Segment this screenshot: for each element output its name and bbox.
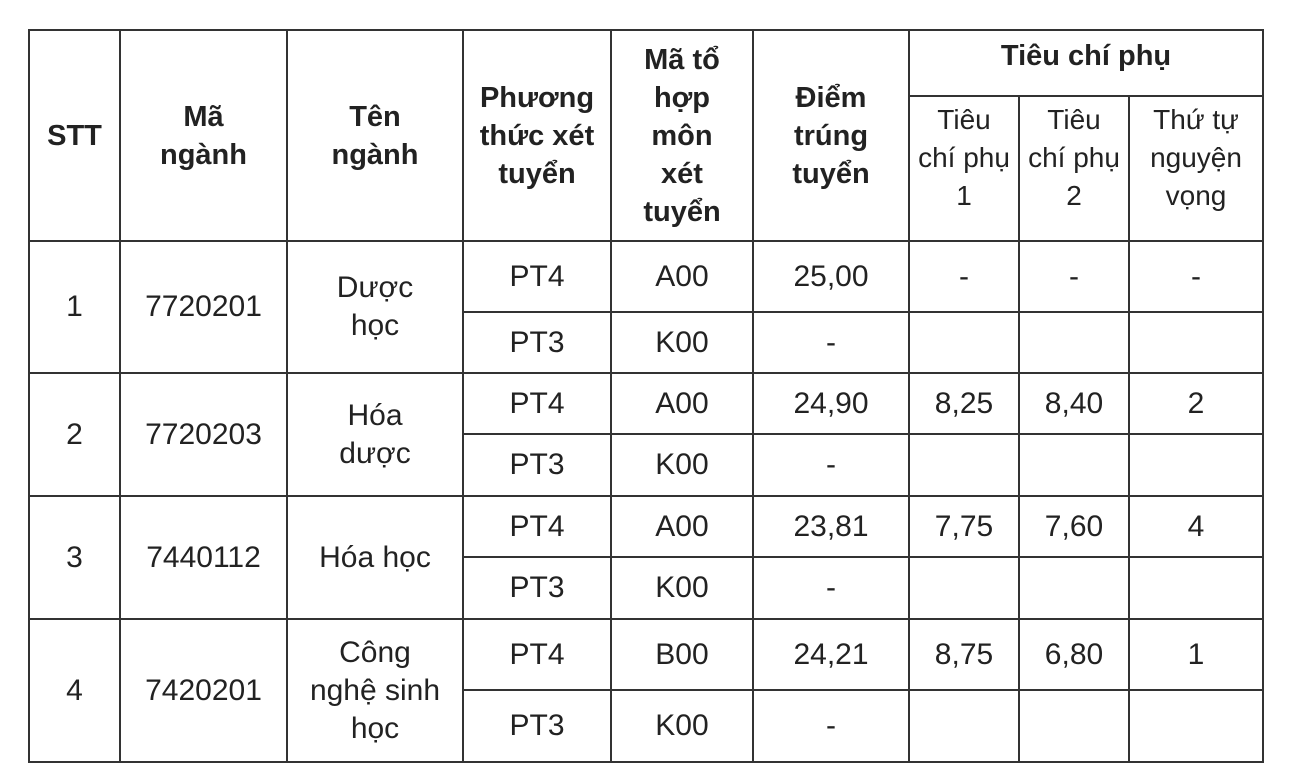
diem-cell: 23,81 [753,496,909,557]
nv-cell [1129,557,1263,619]
header-tieu-chi-phu: Tiêu chí phụ [909,30,1263,96]
header-phuong-thuc: Phương thức xét tuyển [463,30,611,241]
diem-cell: 25,00 [753,241,909,312]
nv-cell [1129,312,1263,373]
phuong-thuc-cell: PT3 [463,690,611,762]
tc1-cell: 8,75 [909,619,1019,690]
header-tieu-chi-2: Tiêu chí phụ 2 [1019,96,1129,241]
diem-cell: 24,90 [753,373,909,434]
ten-nganh-cell: Hóa dược [287,373,463,496]
admissions-table [28,29,1264,763]
header-ma-nganh: Mã ngành [120,30,287,241]
phuong-thuc-cell: PT3 [463,557,611,619]
table-row [29,619,1263,690]
stt-cell: 4 [29,619,120,762]
stt-cell: 1 [29,241,120,373]
ma-nganh-cell: 7720201 [120,241,287,373]
to-hop-cell: K00 [611,557,753,619]
tc2-cell [1019,434,1129,496]
header-nguyen-vong: Thứ tự nguyện vọng [1129,96,1263,241]
ten-nganh-cell: Dược học [287,241,463,373]
ma-nganh-cell: 7720203 [120,373,287,496]
phuong-thuc-cell: PT4 [463,373,611,434]
nv-cell [1129,690,1263,762]
diem-cell: - [753,690,909,762]
tc2-cell [1019,557,1129,619]
tc1-cell: 8,25 [909,373,1019,434]
tc2-cell [1019,690,1129,762]
nv-cell: - [1129,241,1263,312]
header-diem: Điểm trúng tuyển [753,30,909,241]
header-stt: STT [29,30,120,241]
ten-nganh-cell: Hóa học [287,496,463,619]
tc1-cell [909,557,1019,619]
diem-cell: - [753,557,909,619]
tc2-cell [1019,312,1129,373]
ten-nganh-cell: Công nghệ sinh học [287,619,463,762]
phuong-thuc-cell: PT4 [463,619,611,690]
nv-cell: 1 [1129,619,1263,690]
header-ten-nganh: Tên ngành [287,30,463,241]
table-row [29,496,1263,557]
tc1-cell: - [909,241,1019,312]
to-hop-cell: A00 [611,496,753,557]
to-hop-cell: K00 [611,312,753,373]
header-tieu-chi-1: Tiêu chí phụ 1 [909,96,1019,241]
tc2-cell: 8,40 [1019,373,1129,434]
phuong-thuc-cell: PT4 [463,241,611,312]
tc1-cell: 7,75 [909,496,1019,557]
stt-cell: 2 [29,373,120,496]
header-ma-to-hop: Mã tổ hợp môn xét tuyển [611,30,753,241]
to-hop-cell: K00 [611,434,753,496]
phuong-thuc-cell: PT4 [463,496,611,557]
phuong-thuc-cell: PT3 [463,434,611,496]
to-hop-cell: K00 [611,690,753,762]
tc1-cell [909,434,1019,496]
table-row [29,373,1263,434]
nv-cell [1129,434,1263,496]
to-hop-cell: B00 [611,619,753,690]
ma-nganh-cell: 7420201 [120,619,287,762]
to-hop-cell: A00 [611,373,753,434]
nv-cell: 4 [1129,496,1263,557]
to-hop-cell: A00 [611,241,753,312]
tc2-cell: 6,80 [1019,619,1129,690]
nv-cell: 2 [1129,373,1263,434]
diem-cell: 24,21 [753,619,909,690]
tc1-cell [909,690,1019,762]
ma-nganh-cell: 7440112 [120,496,287,619]
table-row [29,241,1263,312]
tc2-cell: - [1019,241,1129,312]
diem-cell: - [753,434,909,496]
stt-cell: 3 [29,496,120,619]
phuong-thuc-cell: PT3 [463,312,611,373]
tc2-cell: 7,60 [1019,496,1129,557]
tc1-cell [909,312,1019,373]
diem-cell: - [753,312,909,373]
